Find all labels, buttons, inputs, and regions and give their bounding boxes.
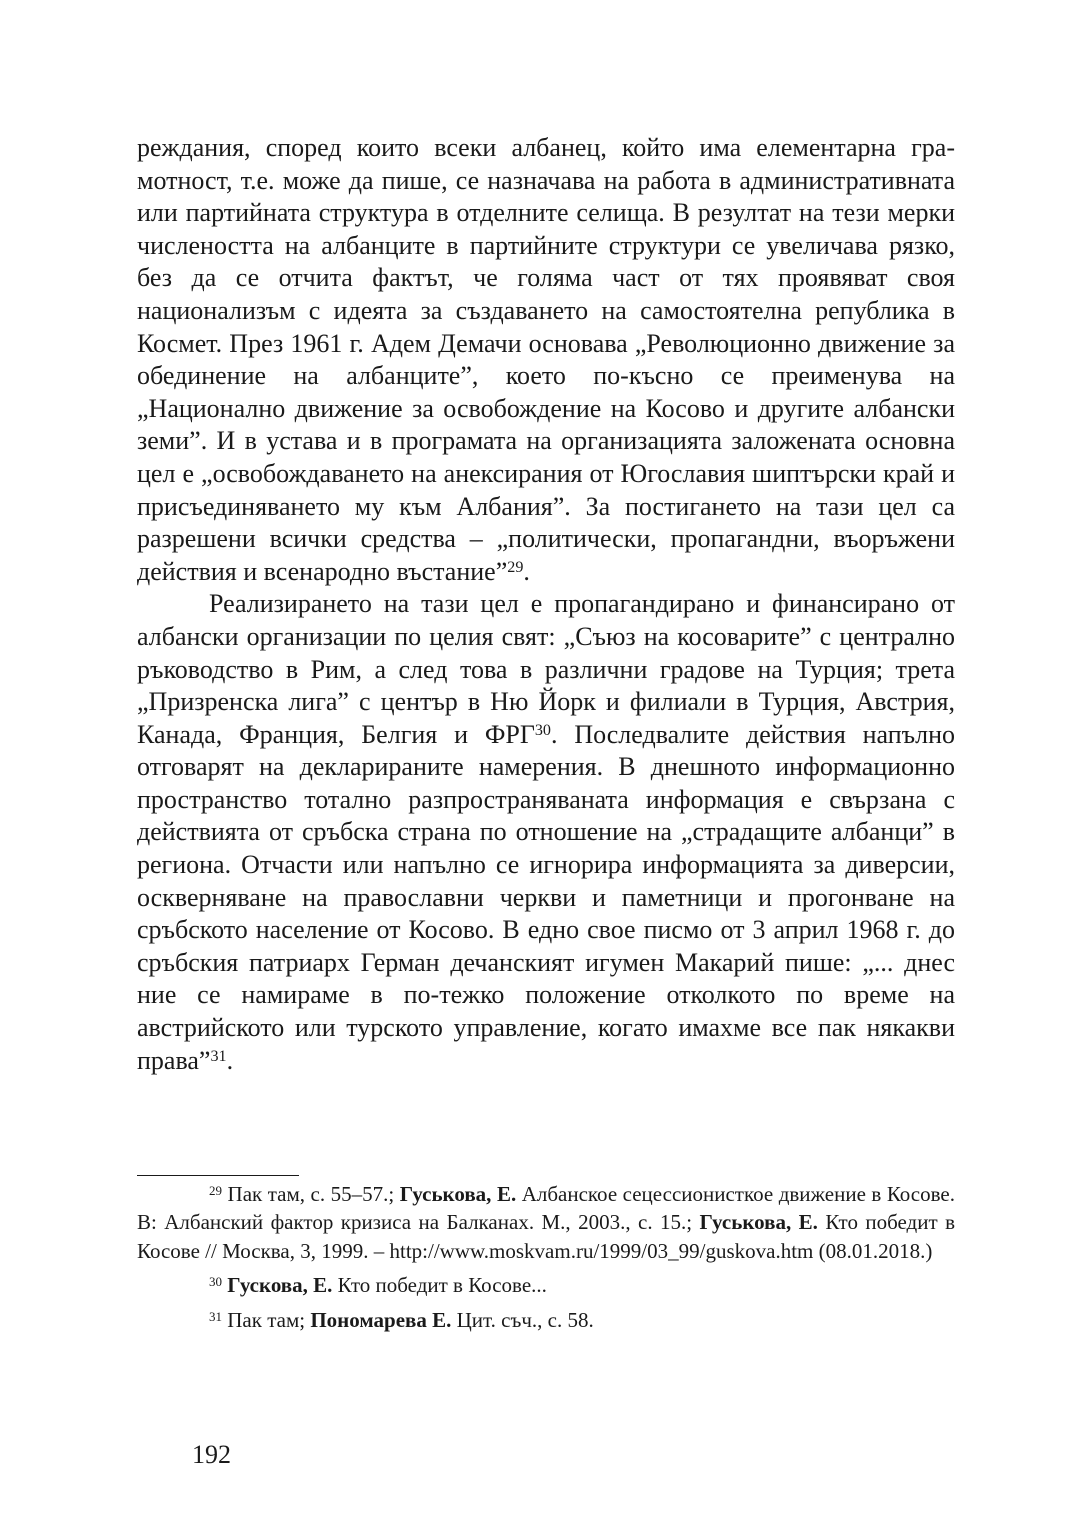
footnote-separator bbox=[137, 1175, 299, 1176]
page-number: 192 bbox=[192, 1440, 231, 1469]
footnote-29-author-1: Гуськова, Е. bbox=[399, 1182, 517, 1206]
footnote-31-author: Пономарева Е. bbox=[310, 1307, 452, 1332]
footnote-ref-29[interactable]: 29 bbox=[507, 559, 524, 577]
footnote-number-29: 29 bbox=[209, 1183, 223, 1199]
footnote-30 bbox=[137, 1271, 955, 1299]
footnote-31-text-2: Цит. съч., с. 58. bbox=[451, 1307, 594, 1332]
footnote-31-text-1: Пак там; bbox=[222, 1307, 311, 1332]
footnote-number-30: 30 bbox=[209, 1274, 223, 1290]
footnote-number-31: 31 bbox=[209, 1308, 223, 1324]
footnotes bbox=[137, 1180, 955, 1334]
footnote-29-text-3: Кто победит в Косове // Москва, 3, 1999. – http://www.moskvam.ru/1999/03_99/guskova.htm (08.01.2018.) bbox=[137, 1210, 955, 1263]
paragraph-1 bbox=[137, 132, 955, 588]
footnote-29-text-2: Албанское сецессионисткое движение в Косове. В: Албанский фактор кризиса на Балканах. М., 2003., с. 15.; bbox=[137, 1182, 955, 1235]
footnote-29 bbox=[137, 1180, 955, 1265]
footnote-29-text-1: Пак там, с. 55–57.; bbox=[222, 1182, 400, 1206]
footnote-ref-31[interactable]: 31 bbox=[210, 1048, 227, 1066]
main-text bbox=[137, 132, 955, 1077]
footnote-30-author: Гускова, Е. bbox=[227, 1273, 333, 1298]
footnote-ref-30[interactable]: 30 bbox=[534, 722, 551, 740]
footnote-29-author-2: Гуськова, Е. bbox=[699, 1210, 818, 1235]
paragraph-2 bbox=[137, 588, 955, 1077]
paragraph-1-text: реждания, според които всеки албанец, който има елементарна грамотност, т.е. може да пише, се назначава на работа в административната или партийната структура в отделните селища. В резултат на тези мерки числеността на албанците в партийните структури се увеличава рязко, без да се отчита фактът, че голяма част от тях проявяват своя национализъм с идеята за създаването на самостоятелна република в Космет. През 1961 г. Адем Демачи основава „Революционно движение за обединение на албанците”, което по-късно се преименува на „Национално движение за освобождение на Косово и другите албански земи”. И в устава и в програмата на организацията заложената основна цел е „освобождаването на анексирания от Югославия шиптърски край и присъединяването му към Албания”. За постигането на тази цел са разрешени всички средства – „политически, пропагандни, въоръжени действия и всенародно въстание” bbox=[137, 133, 955, 586]
paragraph-1-end: . bbox=[523, 556, 530, 586]
footnote-31 bbox=[137, 1306, 955, 1334]
paragraph-2-text-1: Реализирането на тази цел е пропагандирано и финансирано от албански организации по целия свят: „Съюз на косоварите” с централно ръководство в Рим, а след това в различни градове на Турция; трета „Призренска лига” с център в Ню Йорк и филиали в Турция, Австрия, Канада, Франция, Белгия и ФРГ bbox=[137, 589, 955, 749]
footnote-30-text: Кто победит в Косове... bbox=[332, 1273, 547, 1298]
paragraph-2-text-2: . Последвалите действия напълно отговарят на декларираните намерения. В днешното информационно пространство тотално разпространяваната информация е свързана с действията от сръбска страна по отношение на „страдащите албанци” в региона. Отчасти или напълно се игнорира информацията за диверсии, оскверняване на православни черкви и паметници и прогонване на сръбското население от Косово. В едно свое писмо от 3 април 1968 г. до сръбския патриарх Герман дечанският игумен Макарий пише: „... днес ние се намираме в по-тежко положение отколкото по време на австрийското или турското управление, когато имахме все пак някакви права” bbox=[137, 719, 955, 1075]
paragraph-2-end: . bbox=[226, 1045, 234, 1075]
